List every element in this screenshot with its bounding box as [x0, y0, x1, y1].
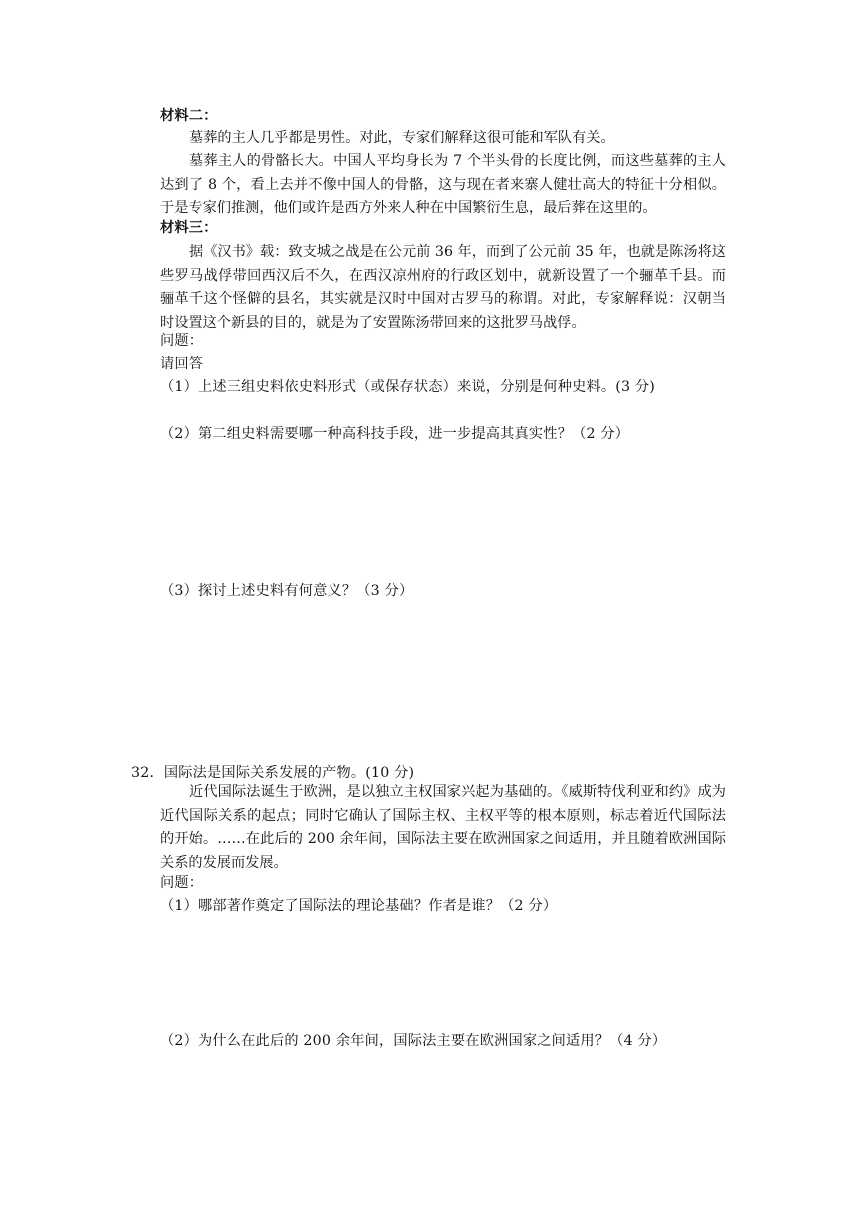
please-answer-label: 请回答 [160, 356, 204, 372]
questions-label-32: 问题： [160, 875, 204, 891]
question-31-1: （1）上述三组史料依史料形式（或保存状态）来说，分别是何种史料。(3 分) [160, 379, 656, 395]
question-32-title: 32．国际法是国际关系发展的产物。(10 分) [131, 765, 415, 781]
material-three-para: 据《汉书》载：致支城之战是在公元前 36 年，而到了公元前 35 年，也就是陈汤将这些罗马战俘带回西汉后不久，在西汉凉州府的行政区划中，就新设置了一个骊革千县。而骊革千这个怪僻的县名，其实就是汉时中国对古罗马的称谓。对此，专家解释说：汉朝当时设置这个新县的目的，就是为了安置陈汤带回来的这批罗马战俘。 [160, 244, 726, 331]
material-three-heading: 材料三： [160, 220, 218, 236]
material-two-para-2: 墓葬主人的骨骼长大。中国人平均身长为 7 个半头骨的长度比例，而这些墓葬的主人达到了 8 个，看上去并不像中国人的骨骼，这与现在者来寨人健壮高大的特征十分相似。于是专家们推测，他们或许是西方外来人种在中国繁衍生息，最后葬在这里的。 [160, 153, 726, 216]
question-32-2: （2）为什么在此后的 200 余年间，国际法主要在欧洲国家之间适用？（4 分） [160, 1033, 667, 1049]
question-31-2: （2）第二组史料需要哪一种高科技手段，进一步提高其真实性？（2 分） [160, 426, 630, 442]
question-32-passage: 近代国际法诞生于欧洲，是以独立主权国家兴起为基础的。《威斯特伐利亚和约》成为近代国际关系的起点；同时它确认了国际主权、主权平等的根本原则，标志着近代国际法的开始。……在此后的 200 余年间，国际法主要在欧洲国家之间适用，并且随着欧洲国际关系的发展而发展。 [160, 784, 726, 871]
questions-label: 问题： [160, 333, 204, 349]
material-two-para-1: 墓葬的主人几乎都是男性。对此，专家们解释这很可能和军队有关。 [189, 130, 615, 146]
question-31-3: （3）探讨上述史料有何意义？（3 分） [160, 583, 414, 599]
question-32-1: （1）哪部著作奠定了国际法的理论基础？作者是谁？（2 分） [160, 898, 558, 914]
material-two-heading: 材料二： [160, 108, 218, 124]
